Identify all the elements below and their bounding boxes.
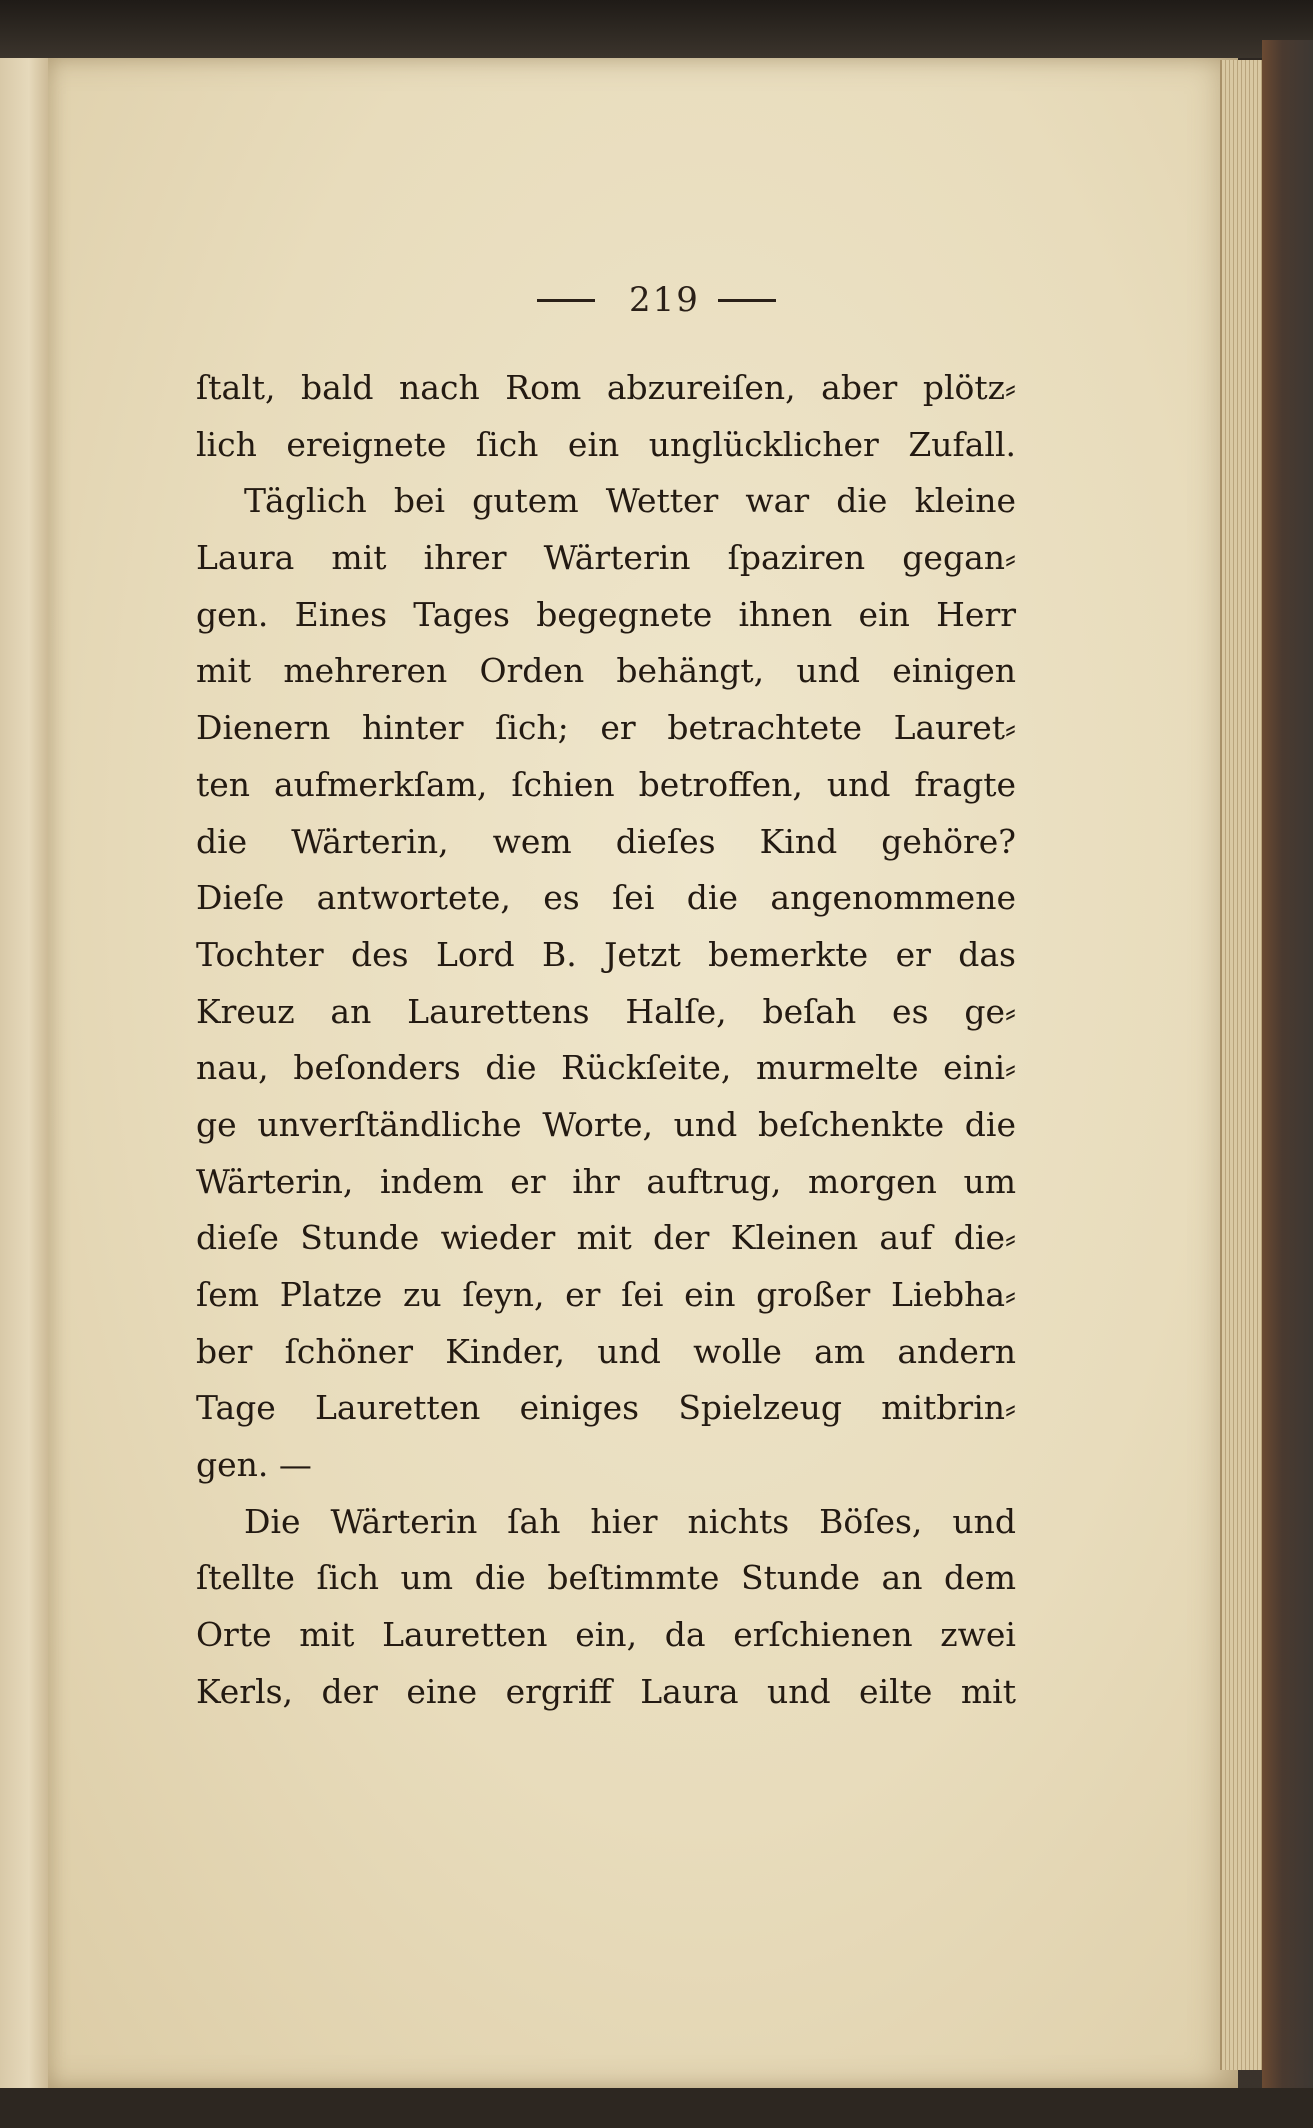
text-line: gen. — bbox=[196, 1445, 312, 1485]
text-line: ſem Platze zu ſeyn, er ſei ein großer Liebha⸗ bbox=[196, 1275, 1016, 1314]
text-line: Laura mit ihrer Wärterin ſpaziren gegan⸗ bbox=[196, 538, 1016, 578]
text-line: lich ereignete ſich ein unglücklicher Zufall. bbox=[196, 424, 1016, 464]
text-line: ſtellte ſich um die beſtimmte Stunde an dem bbox=[196, 1558, 1016, 1598]
page-stack-edges bbox=[1220, 60, 1262, 2070]
header-dash-left bbox=[537, 299, 595, 302]
text-line: nau, beſonders die Rückſeite, murmelte eini⸗ bbox=[196, 1048, 1016, 1088]
text-line: Dieſe antwortete, es ſei die angenommene bbox=[196, 878, 1016, 918]
body-text bbox=[196, 360, 1016, 1721]
header-dash-right bbox=[718, 299, 776, 302]
text-line: Dienern hinter ſich; er betrachtete Lauret⸗ bbox=[196, 708, 1016, 748]
scan-background-top bbox=[0, 0, 1313, 58]
text-line: gen. Eines Tages begegnete ihnen ein Herr bbox=[196, 594, 1016, 634]
text-line: ten aufmerkſam, ſchien betroffen, und fragte bbox=[196, 764, 1016, 804]
text-line: Täglich bei gutem Wetter war die kleine bbox=[244, 481, 1016, 521]
text-line: ge unverſtändliche Worte, und beſchenkte die bbox=[196, 1104, 1016, 1144]
text-line: Tage Lauretten einiges Spielzeug mitbrin⸗ bbox=[196, 1388, 1016, 1428]
text-line: ber ſchöner Kinder, und wolle am andern bbox=[196, 1331, 1016, 1371]
page-header bbox=[0, 278, 1313, 320]
text-line: Orte mit Lauretten ein, da erſchienen zwei bbox=[196, 1615, 1016, 1655]
text-line: Wärterin, indem er ihr auftrug, morgen um bbox=[196, 1161, 1016, 1201]
text-line: dieſe Stunde wieder mit der Kleinen auf die⸗ bbox=[196, 1218, 1016, 1258]
text-line: Tochter des Lord B. Jetzt bemerkte er das bbox=[196, 934, 1016, 974]
text-line: die Wärterin, wem dieſes Kind gehöre? bbox=[196, 821, 1016, 861]
scan-background-bottom bbox=[0, 2088, 1313, 2128]
text-line: Die Wärterin ſah hier nichts Böſes, und bbox=[244, 1501, 1016, 1541]
text-line: mit mehreren Orden behängt, und einigen bbox=[196, 651, 1016, 691]
previous-page-edge bbox=[0, 58, 50, 2088]
text-line: ſtalt, bald nach Rom abzureiſen, aber plötz⸗ bbox=[196, 368, 1016, 407]
text-line: Kreuz an Laurettens Halſe, beſah es ge⸗ bbox=[196, 991, 1016, 1031]
book-cover-binding bbox=[1262, 40, 1313, 2128]
text-line: Kerls, der eine ergriff Laura und eilte mit bbox=[196, 1671, 1016, 1711]
page-number: 219 bbox=[629, 280, 700, 320]
